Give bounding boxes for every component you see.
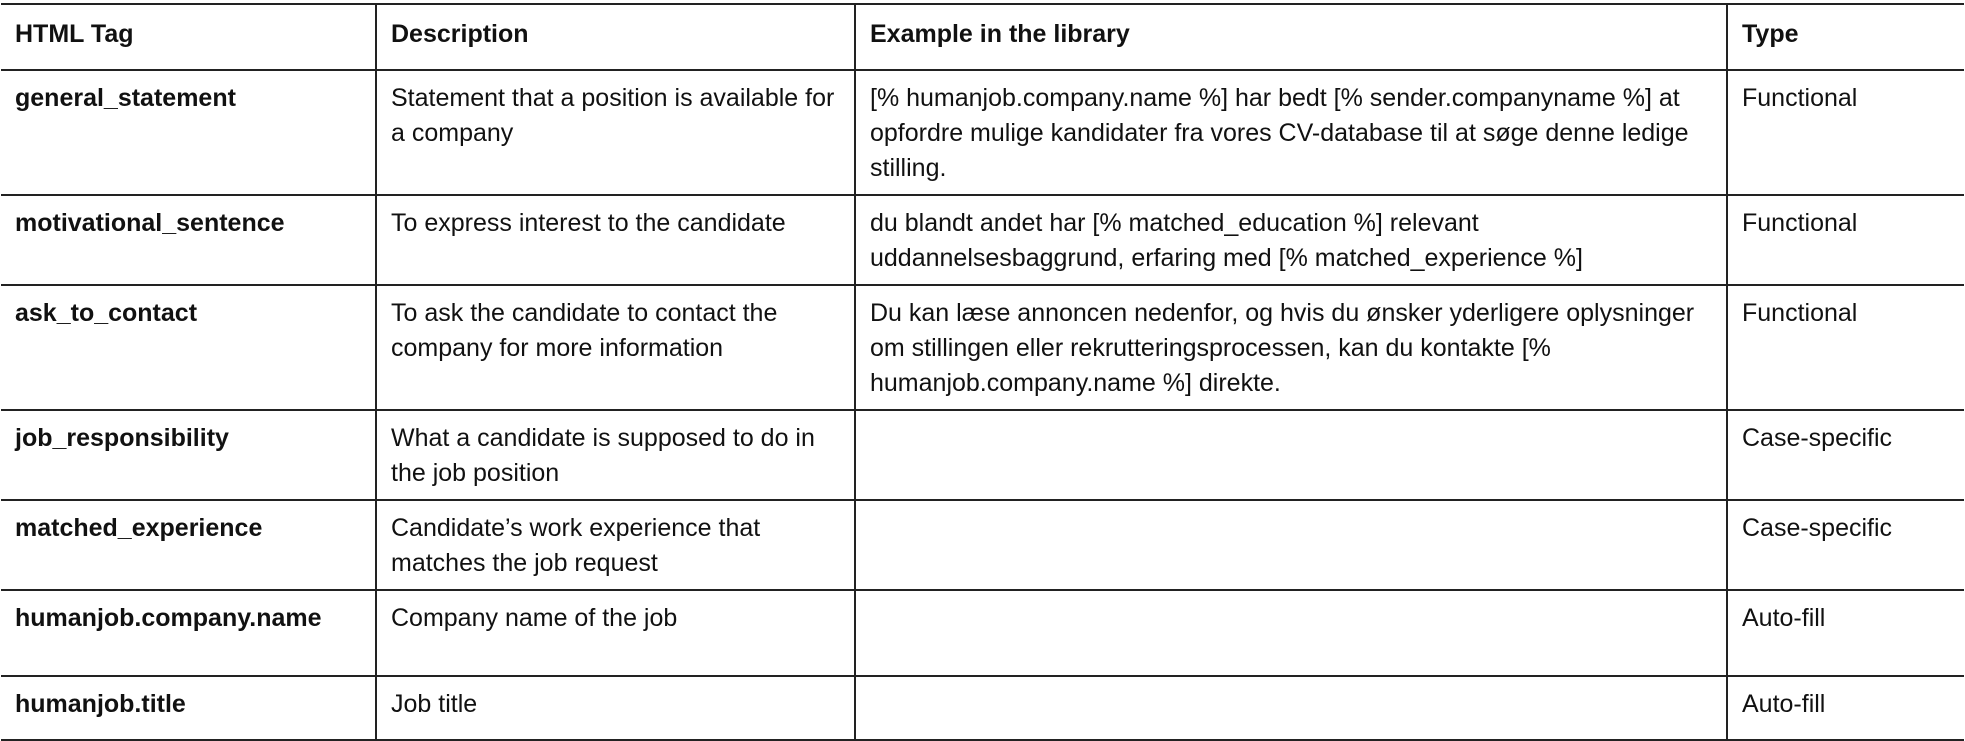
- example-cell: [855, 676, 1727, 740]
- header-html-tag: HTML Tag: [1, 4, 376, 70]
- example-cell: [855, 590, 1727, 676]
- table-row: [1, 195, 1964, 285]
- description-cell: To ask the candidate to contact the company for more information: [376, 285, 855, 410]
- example-cell: [% humanjob.company.name %] har bedt [% sender.companyname %] at opfordre mulige kandidater fra vores CV-database til at søge denne ledige stilling.: [855, 70, 1727, 195]
- tag-cell: humanjob.title: [1, 676, 376, 740]
- type-cell: Functional: [1727, 285, 1964, 410]
- example-cell: Du kan læse annoncen nedenfor, og hvis du ønsker yderligere oplysninger om stillingen eller rekrutteringsprocessen, kan du kontakte [% humanjob.company.name %] direkte.: [855, 285, 1727, 410]
- tag-cell: general_statement: [1, 70, 376, 195]
- description-cell: Job title: [376, 676, 855, 740]
- tag-cell: ask_to_contact: [1, 285, 376, 410]
- header-row: [1, 4, 1964, 70]
- example-cell: [855, 500, 1727, 590]
- table-row: [1, 410, 1964, 500]
- type-cell: Case-specific: [1727, 500, 1964, 590]
- tag-cell: humanjob.company.name: [1, 590, 376, 676]
- table-row: [1, 590, 1964, 676]
- type-cell: Auto-fill: [1727, 676, 1964, 740]
- tag-cell: job_responsibility: [1, 410, 376, 500]
- table-row: [1, 70, 1964, 195]
- table-row: [1, 500, 1964, 590]
- header-example: Example in the library: [855, 4, 1727, 70]
- description-cell: Company name of the job: [376, 590, 855, 676]
- description-cell: Statement that a position is available for a company: [376, 70, 855, 195]
- description-cell: Candidate’s work experience that matches the job request: [376, 500, 855, 590]
- tag-cell: motivational_sentence: [1, 195, 376, 285]
- example-cell: du blandt andet har [% matched_education %] relevant uddannelsesbaggrund, erfaring med [% matched_experience %]: [855, 195, 1727, 285]
- type-cell: Functional: [1727, 195, 1964, 285]
- type-cell: Auto-fill: [1727, 590, 1964, 676]
- table-row: [1, 285, 1964, 410]
- description-cell: To express interest to the candidate: [376, 195, 855, 285]
- type-cell: Functional: [1727, 70, 1964, 195]
- type-cell: Case-specific: [1727, 410, 1964, 500]
- table-row: [1, 676, 1964, 740]
- header-description: Description: [376, 4, 855, 70]
- tag-cell: matched_experience: [1, 500, 376, 590]
- description-cell: What a candidate is supposed to do in the job position: [376, 410, 855, 500]
- html-tag-table: [1, 3, 1964, 741]
- example-cell: [855, 410, 1727, 500]
- header-type: Type: [1727, 4, 1964, 70]
